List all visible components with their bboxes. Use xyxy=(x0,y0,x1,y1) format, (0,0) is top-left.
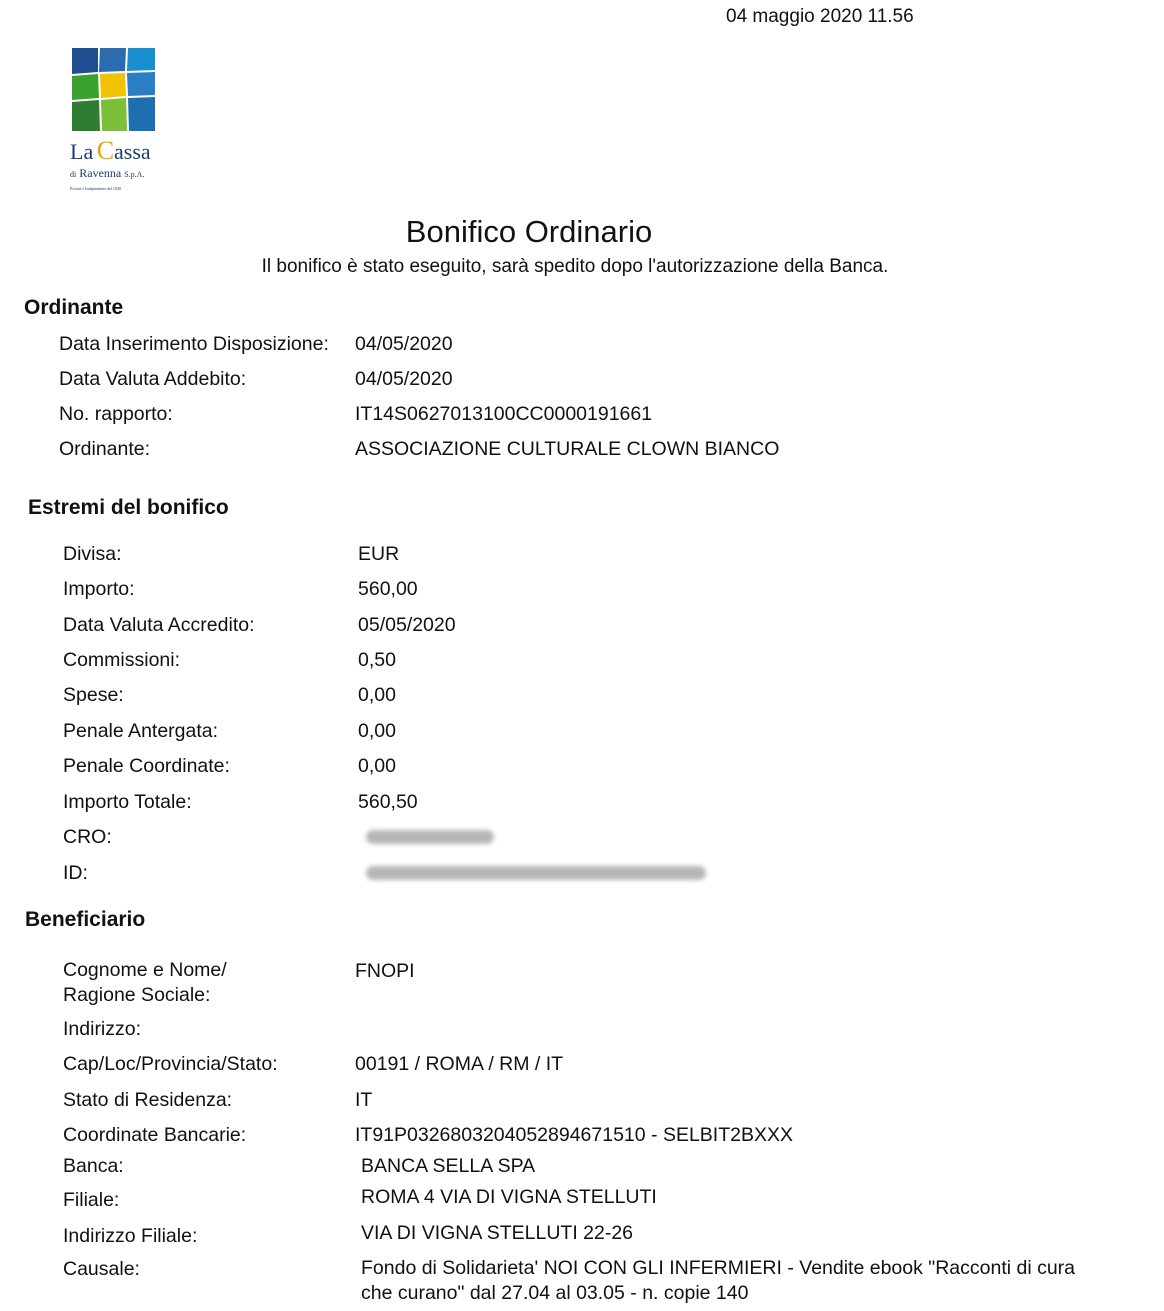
field-label: Indirizzo Filiale: xyxy=(63,1225,198,1247)
field-value: ROMA 4 VIA DI VIGNA STELLUTI xyxy=(361,1186,657,1208)
field-value: 0,00 xyxy=(358,720,396,742)
field-value: EUR xyxy=(358,543,400,565)
logo-wordmark xyxy=(70,136,151,166)
field-label: Ragione Sociale: xyxy=(63,984,211,1006)
field-value: 04/05/2020 xyxy=(355,368,453,390)
field-value: 00191 / ROMA / RM / IT xyxy=(355,1053,564,1075)
field-value: ASSOCIAZIONE CULTURALE CLOWN BIANCO xyxy=(355,438,780,460)
logo-word-la: La xyxy=(70,139,94,164)
field-label: Cap/Loc/Provincia/Stato: xyxy=(63,1053,278,1075)
field-label: Data Inserimento Disposizione: xyxy=(59,333,329,355)
field-value: VIA DI VIGNA STELLUTI 22-26 xyxy=(361,1222,634,1244)
logo-tile xyxy=(99,48,126,72)
field-label: Coordinate Bancarie: xyxy=(63,1124,247,1146)
field-label: CRO: xyxy=(63,826,112,848)
logo-word-di: di xyxy=(70,170,77,179)
field-value: FNOPI xyxy=(355,960,415,982)
field-value: 560,50 xyxy=(358,791,418,813)
logo-tile xyxy=(72,100,100,131)
logo-letter-c: C xyxy=(96,136,115,165)
field-label: Indirizzo: xyxy=(63,1018,142,1040)
field-label: Importo Totale: xyxy=(63,791,192,813)
field-value: IT91P0326803204052894671510 - SELBIT2BXXX xyxy=(355,1124,794,1146)
field-label: ID: xyxy=(63,862,88,884)
field-label: Commissioni: xyxy=(63,649,181,671)
field-value: BANCA SELLA SPA xyxy=(361,1155,536,1177)
field-value: 04/05/2020 xyxy=(355,333,453,355)
section-estremi-heading: Estremi del bonifico xyxy=(28,496,229,519)
field-value: IT14S0627013100CC0000191661 xyxy=(355,403,653,425)
field-label: Importo: xyxy=(63,578,135,600)
status-message: Il bonifico è stato eseguito, sarà spedito dopo l'autorizzazione della Banca. xyxy=(261,256,889,277)
field-label: Banca: xyxy=(63,1155,124,1177)
logo-tile xyxy=(127,48,155,71)
logo-tile xyxy=(100,73,126,98)
field-label: Spese: xyxy=(63,684,124,706)
section-ordinante-heading: Ordinante xyxy=(24,296,124,319)
field-label: Stato di Residenza: xyxy=(63,1089,233,1111)
logo-mosaic-icon xyxy=(70,46,160,136)
field-label: Ordinante: xyxy=(59,438,151,460)
logo-tile xyxy=(128,97,155,131)
field-label: Data Valuta Addebito: xyxy=(59,368,247,390)
field-value: 0,00 xyxy=(358,684,396,706)
logo-word-assa: assa xyxy=(114,139,151,164)
print-datetime: 04 maggio 2020 11.56 xyxy=(726,6,914,27)
field-label: Filiale: xyxy=(63,1189,120,1211)
field-label: Causale: xyxy=(63,1258,140,1280)
bank-logo xyxy=(70,46,160,196)
logo-subtitle xyxy=(70,166,144,181)
field-label: Data Valuta Accredito: xyxy=(63,614,255,636)
field-value: IT xyxy=(355,1089,373,1111)
redacted-cro-value xyxy=(366,830,494,844)
logo-tile xyxy=(101,98,127,131)
field-value: 0,50 xyxy=(358,649,396,671)
field-value: 560,00 xyxy=(358,578,418,600)
logo-word-ravenna: Ravenna xyxy=(79,166,122,180)
logo-tile xyxy=(72,74,99,100)
field-label: Divisa: xyxy=(63,543,122,565)
logo-tile xyxy=(72,48,98,74)
section-beneficiario-heading: Beneficiario xyxy=(25,908,146,931)
logo-tagline: Privata e Indipendente dal 1840 xyxy=(70,186,121,191)
field-value: 05/05/2020 xyxy=(358,614,456,636)
field-label: No. rapporto: xyxy=(59,403,173,425)
field-value: 0,00 xyxy=(358,755,396,777)
field-label: Penale Coordinate: xyxy=(63,755,230,777)
field-value: che curano" dal 27.04 al 03.05 - n. copie 140 xyxy=(361,1282,749,1304)
redacted-id-value xyxy=(366,866,706,880)
field-value: Fondo di Solidarieta' NOI CON GLI INFERMIERI - Vendite ebook "Racconti di cura xyxy=(361,1257,1076,1279)
logo-tile xyxy=(127,72,155,96)
page-title: Bonifico Ordinario xyxy=(405,214,653,249)
field-label: Cognome e Nome/ xyxy=(63,959,227,981)
logo-word-spa: S.p.A. xyxy=(124,170,145,179)
field-label: Penale Antergata: xyxy=(63,720,219,742)
